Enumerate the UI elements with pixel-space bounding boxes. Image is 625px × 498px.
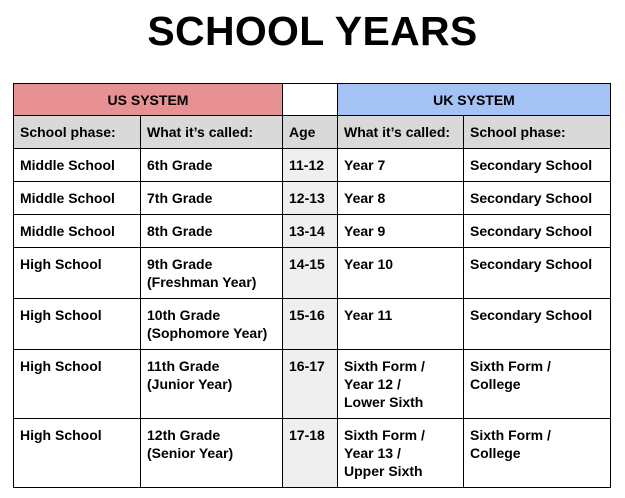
age-cell: 14-15 <box>283 248 338 299</box>
section-spacer <box>283 84 338 116</box>
us-called-cell: 12th Grade (Senior Year) <box>141 419 283 488</box>
table-row <box>14 299 611 350</box>
page-title: SCHOOL YEARS <box>147 8 478 54</box>
table-row <box>14 149 611 182</box>
us-phase-cell: Middle School <box>14 149 141 182</box>
age-cell: 16-17 <box>283 350 338 419</box>
uk-phase-header: School phase: <box>464 116 611 149</box>
uk-called-cell: Sixth Form / Year 13 / Upper Sixth <box>338 419 464 488</box>
uk-phase-cell: Sixth Form / College <box>464 350 611 419</box>
uk-phase-cell: Secondary School <box>464 182 611 215</box>
school-years-table <box>13 83 611 488</box>
uk-system-header: UK SYSTEM <box>338 84 611 116</box>
us-phase-cell: High School <box>14 248 141 299</box>
age-cell: 11-12 <box>283 149 338 182</box>
us-phase-cell: High School <box>14 350 141 419</box>
uk-called-header: What it’s called: <box>338 116 464 149</box>
table-row <box>14 182 611 215</box>
uk-called-cell: Year 8 <box>338 182 464 215</box>
age-header: Age <box>283 116 338 149</box>
uk-phase-cell: Sixth Form / College <box>464 419 611 488</box>
us-phase-cell: Middle School <box>14 182 141 215</box>
us-system-header: US SYSTEM <box>14 84 283 116</box>
us-called-cell: 7th Grade <box>141 182 283 215</box>
us-phase-cell: High School <box>14 419 141 488</box>
uk-called-cell: Sixth Form / Year 12 / Lower Sixth <box>338 350 464 419</box>
age-cell: 13-14 <box>283 215 338 248</box>
uk-phase-cell: Secondary School <box>464 299 611 350</box>
us-called-cell: 10th Grade (Sophomore Year) <box>141 299 283 350</box>
us-called-cell: 11th Grade (Junior Year) <box>141 350 283 419</box>
us-called-cell: 6th Grade <box>141 149 283 182</box>
uk-called-cell: Year 11 <box>338 299 464 350</box>
uk-called-cell: Year 9 <box>338 215 464 248</box>
uk-called-cell: Year 7 <box>338 149 464 182</box>
column-header-row <box>14 116 611 149</box>
age-cell: 15-16 <box>283 299 338 350</box>
table-row <box>14 419 611 488</box>
table-row <box>14 215 611 248</box>
us-called-header: What it’s called: <box>141 116 283 149</box>
table-row <box>14 350 611 419</box>
uk-phase-cell: Secondary School <box>464 248 611 299</box>
us-called-cell: 9th Grade (Freshman Year) <box>141 248 283 299</box>
uk-phase-cell: Secondary School <box>464 149 611 182</box>
us-phase-header: School phase: <box>14 116 141 149</box>
age-cell: 17-18 <box>283 419 338 488</box>
system-header-row <box>14 84 611 116</box>
us-phase-cell: High School <box>14 299 141 350</box>
table-row <box>14 248 611 299</box>
uk-called-cell: Year 10 <box>338 248 464 299</box>
age-cell: 12-13 <box>283 182 338 215</box>
us-phase-cell: Middle School <box>14 215 141 248</box>
uk-phase-cell: Secondary School <box>464 215 611 248</box>
us-called-cell: 8th Grade <box>141 215 283 248</box>
